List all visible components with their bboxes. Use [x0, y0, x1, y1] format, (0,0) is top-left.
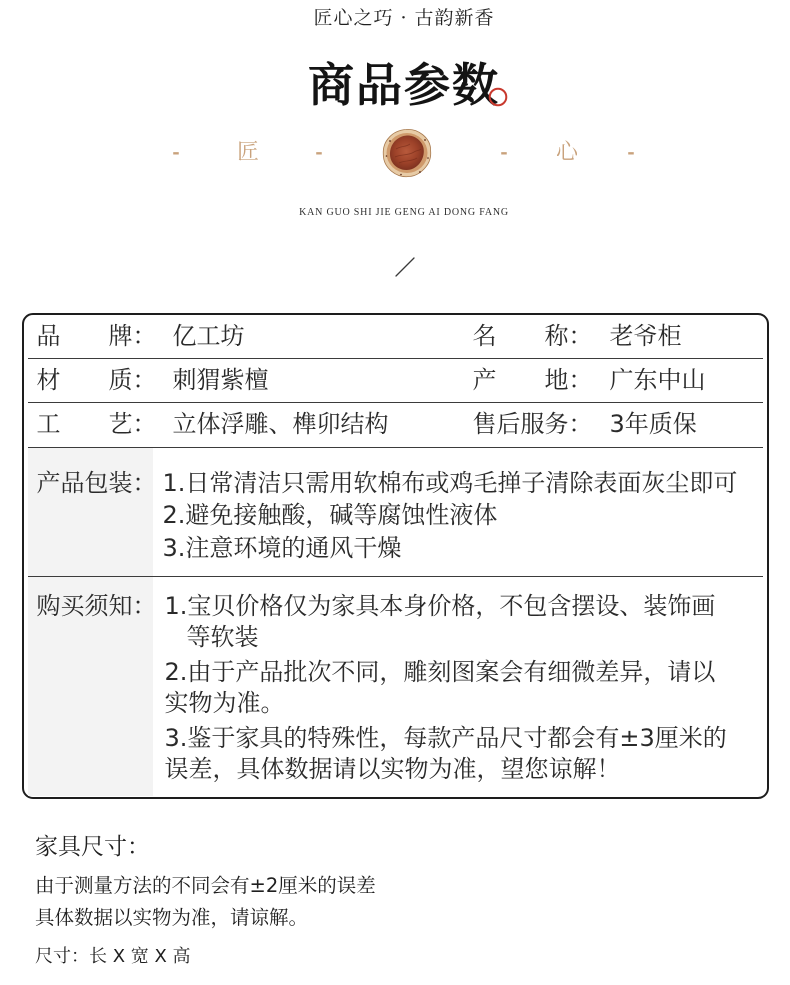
slash-divider-icon [393, 255, 417, 279]
spec-label: 品 牌： [36, 322, 157, 350]
slash-line [396, 258, 414, 276]
spec-row [28, 315, 763, 359]
list-item-line: 实物为准。 [164, 689, 285, 717]
spec-row [28, 359, 763, 403]
list-item: 1.日常清洁只需用软棉布或鸡毛掸子清除表面灰尘即可 [162, 468, 738, 497]
spec-value: 亿工坊 [172, 322, 245, 350]
list-item: 3.注意环境的通风干燥 [162, 533, 402, 562]
deco-dash: - [627, 142, 635, 163]
list-item [165, 591, 727, 654]
list-item-line: 3.鉴于家具的特殊性，每款产品尺寸都会有±3厘米的 [164, 723, 727, 752]
list-item: 2.避免接触酸，碱等腐蚀性液体 [162, 501, 498, 529]
spec-table [22, 313, 769, 799]
spec-label: 名 称： [472, 322, 593, 350]
list-item-line: 等软装 [186, 623, 259, 651]
deco-char-right: 心 [555, 140, 578, 165]
spec-row [28, 403, 763, 448]
notice-row [28, 577, 763, 796]
slogan: 匠心之巧 · 古韵新香 [313, 7, 495, 29]
notice-list [165, 591, 727, 786]
deco-dash: - [500, 142, 508, 163]
spec-value: 立体浮雕、榫卯结构 [172, 410, 389, 438]
red-circle-icon [487, 86, 509, 108]
spec-value: 刺猬紫檀 [172, 366, 269, 394]
spec-value: 老爷柜 [609, 322, 682, 350]
packaging-label: 产品包装： [36, 468, 157, 497]
deco-dash: - [315, 142, 323, 163]
list-item-line: 1.宝贝价格仅为家具本身价格，不包含摆设、装饰画 [164, 591, 716, 620]
spec-label: 产 地： [472, 366, 593, 394]
packaging-row [28, 448, 763, 577]
pinyin-tagline: KAN GUO SHI JIE GENG AI DONG FANG [299, 207, 509, 218]
deco-dash: - [172, 142, 180, 163]
notice-label: 购买须知： [36, 591, 157, 620]
spec-label: 材 质： [36, 366, 157, 394]
dimensions-format: 尺寸：长 X 宽 X 高 [35, 946, 191, 967]
deco-char-left: 匠 [236, 140, 259, 165]
spec-label: 工 艺： [36, 410, 157, 438]
list-item-line: 2.由于产品批次不同，雕刻图案会有细微差异，请以 [164, 657, 716, 686]
red-circle-ring [490, 89, 507, 106]
spec-label: 售后服务： [472, 410, 593, 438]
dimensions-heading: 家具尺寸： [35, 834, 150, 860]
dimensions-note: 由于测量方法的不同会有±2厘米的误差 [35, 874, 376, 897]
page-title: 商品参数 [308, 58, 500, 112]
dimensions-note: 具体数据以实物为准，请谅解。 [35, 906, 309, 929]
list-item-line: 误差，具体数据请以实物为准，望您谅解！ [164, 755, 621, 783]
list-item [165, 723, 727, 786]
spec-value: 3年质保 [609, 410, 697, 438]
packaging-list [163, 467, 738, 565]
wood-slice-icon [381, 127, 433, 179]
list-item [165, 657, 727, 720]
spec-value: 广东中山 [609, 366, 706, 394]
